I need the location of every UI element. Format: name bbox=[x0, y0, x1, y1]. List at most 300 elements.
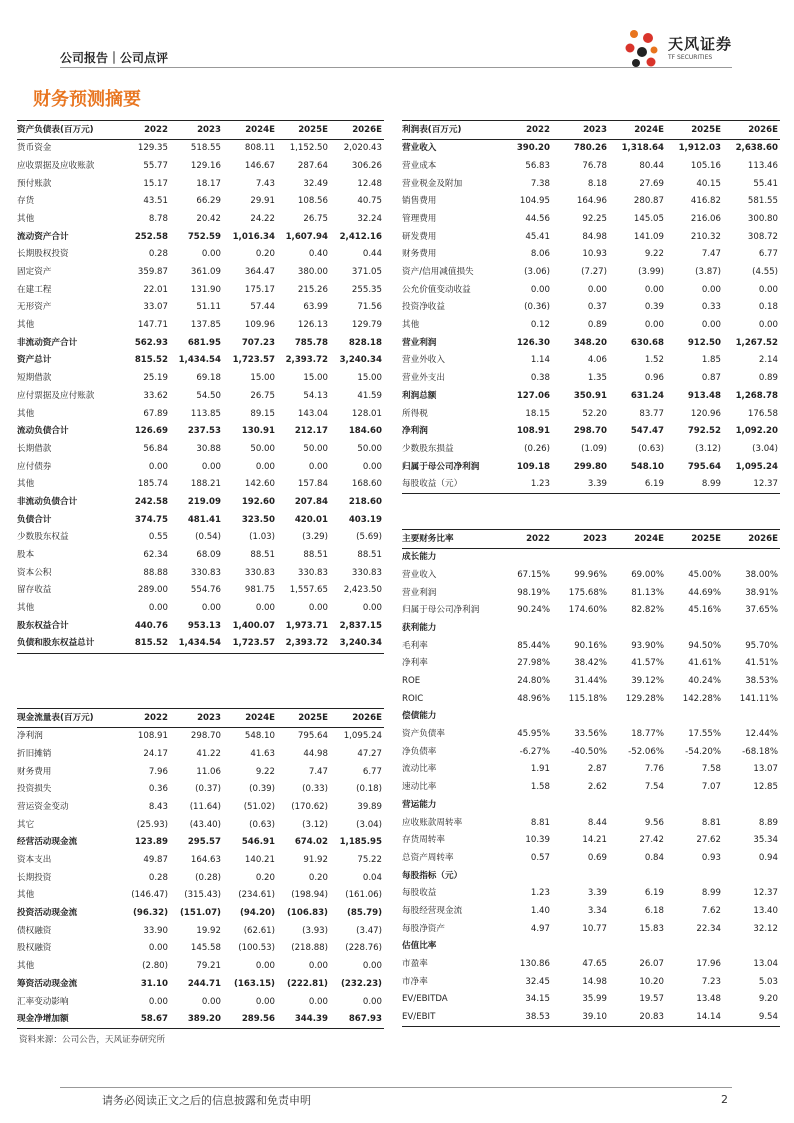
value-cell: 75.22 bbox=[357, 855, 382, 866]
table-row bbox=[402, 690, 780, 708]
value-cell: 3.39 bbox=[587, 888, 607, 899]
value-cell: 128.01 bbox=[351, 408, 382, 419]
table-row bbox=[17, 299, 384, 317]
value-cell: 0.38 bbox=[530, 373, 550, 384]
cash-flow-table bbox=[17, 708, 384, 1029]
table-row bbox=[402, 1009, 780, 1027]
value-cell: 41.61% bbox=[688, 658, 721, 669]
value-cell: 29.91 bbox=[250, 196, 275, 207]
value-cell: 2026E bbox=[723, 121, 780, 140]
value-cell: 1,400.07 bbox=[232, 620, 275, 631]
label-cell: 获利能力 bbox=[402, 622, 437, 633]
label-cell: 非流动资产合计 bbox=[17, 337, 78, 348]
value-cell: 215.26 bbox=[297, 284, 328, 295]
empty-cell bbox=[552, 938, 609, 956]
value-cell: 7.96 bbox=[148, 766, 168, 777]
value-cell: 1,434.54 bbox=[170, 635, 223, 653]
table-header-row bbox=[402, 530, 780, 549]
empty-cell bbox=[552, 796, 609, 814]
value-cell: 108.91 bbox=[137, 731, 168, 742]
table-row bbox=[17, 511, 384, 529]
value-cell: 681.95 bbox=[187, 337, 221, 348]
value-cell: 7.54 bbox=[644, 782, 664, 793]
value-cell: 0.39 bbox=[644, 302, 664, 313]
value-cell: 33.07 bbox=[143, 302, 168, 313]
value-cell: 752.59 bbox=[187, 231, 221, 242]
value-cell: 45.41 bbox=[525, 231, 550, 242]
value-cell: 56.84 bbox=[143, 443, 168, 454]
value-cell: 39.89 bbox=[357, 801, 382, 812]
value-cell: 306.26 bbox=[351, 160, 382, 171]
table-row bbox=[17, 228, 384, 246]
label-cell: 每股经营现金流 bbox=[402, 905, 463, 916]
value-cell: 98.19% bbox=[517, 587, 550, 598]
label-cell: 归属于母公司净利润 bbox=[402, 461, 480, 472]
table-row bbox=[402, 334, 780, 352]
label-cell: 资本公积 bbox=[17, 567, 52, 578]
value-cell: 11.06 bbox=[196, 766, 221, 777]
table-row bbox=[402, 885, 780, 903]
label-cell: ROIC bbox=[402, 693, 424, 704]
value-cell: 981.75 bbox=[244, 585, 275, 596]
value-cell: 210.32 bbox=[690, 231, 721, 242]
table-row bbox=[17, 635, 384, 653]
table-row bbox=[402, 157, 780, 175]
label-cell: 营业外收入 bbox=[402, 355, 445, 366]
empty-cell bbox=[723, 548, 780, 566]
label-cell: 其他 bbox=[17, 603, 35, 614]
value-cell: 364.47 bbox=[244, 267, 275, 278]
value-cell: 300.80 bbox=[747, 213, 778, 224]
value-cell: 8.44 bbox=[587, 817, 607, 828]
value-cell: 44.56 bbox=[525, 213, 550, 224]
value-cell: (25.93) bbox=[136, 819, 168, 830]
label-cell: 每股指标（元） bbox=[402, 870, 463, 881]
value-cell: (0.28) bbox=[195, 872, 221, 883]
value-cell: 131.90 bbox=[190, 284, 221, 295]
value-cell: 30.88 bbox=[196, 443, 221, 454]
value-cell: 0.93 bbox=[701, 852, 721, 863]
table-row bbox=[402, 991, 780, 1009]
value-cell: 1.58 bbox=[530, 782, 550, 793]
value-cell: 0.37 bbox=[587, 302, 607, 313]
logo-sub: TF SECURITIES bbox=[668, 54, 713, 61]
value-cell: 420.01 bbox=[294, 514, 328, 525]
empty-cell bbox=[723, 708, 780, 726]
value-cell: (0.54) bbox=[195, 532, 221, 543]
table-row bbox=[402, 761, 780, 779]
label-cell: 应收票据及应收账款 bbox=[17, 160, 95, 171]
value-cell: 141.09 bbox=[633, 231, 664, 242]
value-cell: 0.00 bbox=[758, 284, 778, 295]
label-cell: 流动负债合计 bbox=[17, 426, 69, 437]
table-row bbox=[402, 476, 780, 494]
value-cell: 546.91 bbox=[241, 837, 275, 848]
value-cell: 54.13 bbox=[303, 390, 328, 401]
report-type: 公司报告｜公司点评 bbox=[60, 51, 169, 65]
table-row bbox=[17, 1011, 384, 1029]
value-cell: 0.00 bbox=[701, 320, 721, 331]
value-cell: 12.37 bbox=[753, 888, 778, 899]
value-cell: 10.39 bbox=[525, 835, 550, 846]
value-cell: (5.69) bbox=[356, 532, 382, 543]
value-cell: 20.42 bbox=[196, 213, 221, 224]
table-row bbox=[402, 602, 780, 620]
label-cell: 流动比率 bbox=[402, 764, 437, 775]
value-cell: 12.37 bbox=[723, 476, 780, 494]
empty-cell bbox=[552, 708, 609, 726]
table-row bbox=[402, 726, 780, 744]
label-cell: 经营活动现金流 bbox=[17, 837, 78, 848]
label-cell: 现金净增加额 bbox=[17, 1011, 117, 1029]
value-cell: 38.91% bbox=[745, 587, 778, 598]
value-cell: 207.84 bbox=[294, 496, 328, 507]
table-row bbox=[17, 816, 384, 834]
value-cell: 50.00 bbox=[250, 443, 275, 454]
value-cell: 45.16% bbox=[688, 605, 721, 616]
value-cell: 0.00 bbox=[701, 284, 721, 295]
value-cell: 707.23 bbox=[241, 337, 275, 348]
label-cell: 存货 bbox=[17, 196, 35, 207]
value-cell: 481.41 bbox=[187, 514, 221, 525]
label-cell: 流动资产合计 bbox=[17, 231, 69, 242]
value-cell: 2022 bbox=[117, 709, 170, 728]
label-cell: 股权融资 bbox=[17, 943, 52, 954]
value-cell: 1.40 bbox=[530, 905, 550, 916]
value-cell: 242.58 bbox=[134, 496, 168, 507]
value-cell: 295.57 bbox=[187, 837, 221, 848]
value-cell: (315.43) bbox=[184, 890, 221, 901]
label-cell: 资产总计 bbox=[17, 355, 52, 366]
value-cell: 631.24 bbox=[630, 390, 664, 401]
empty-cell bbox=[500, 548, 552, 566]
table-row bbox=[402, 352, 780, 370]
value-cell: (3.93) bbox=[302, 925, 328, 936]
value-cell: (96.32) bbox=[132, 908, 168, 919]
value-cell: 1,095.24 bbox=[735, 461, 778, 472]
value-cell: 68.09 bbox=[196, 550, 221, 561]
empty-cell bbox=[500, 938, 552, 956]
value-cell: 88.51 bbox=[250, 550, 275, 561]
value-cell: (3.47) bbox=[356, 925, 382, 936]
table-row bbox=[17, 210, 384, 228]
value-cell: 145.58 bbox=[190, 943, 221, 954]
value-cell: 0.55 bbox=[148, 532, 168, 543]
label-cell: 汇率变动影响 bbox=[17, 996, 69, 1007]
value-cell: 371.05 bbox=[351, 267, 382, 278]
value-cell: 32.49 bbox=[303, 178, 328, 189]
empty-cell bbox=[666, 867, 723, 885]
value-cell: -54.20% bbox=[685, 746, 721, 757]
logo-name: 天风证券 bbox=[668, 35, 733, 53]
value-cell: 44.98 bbox=[303, 748, 328, 759]
empty-cell bbox=[552, 619, 609, 637]
value-cell: 361.09 bbox=[190, 267, 221, 278]
value-cell: 40.15 bbox=[696, 178, 721, 189]
value-cell: 2,393.72 bbox=[277, 635, 330, 653]
empty-cell bbox=[723, 619, 780, 637]
value-cell: 48.96% bbox=[517, 693, 550, 704]
value-cell: 828.18 bbox=[348, 337, 382, 348]
value-cell: 62.34 bbox=[143, 550, 168, 561]
value-cell: 953.13 bbox=[187, 620, 221, 631]
value-cell: 0.18 bbox=[758, 302, 778, 313]
value-cell: 54.50 bbox=[196, 390, 221, 401]
value-cell: 344.39 bbox=[277, 1011, 330, 1029]
value-cell: 27.69 bbox=[639, 178, 664, 189]
empty-cell bbox=[609, 796, 666, 814]
label-cell: 资产负债率 bbox=[402, 729, 445, 740]
table-header-row bbox=[17, 709, 384, 728]
value-cell: 76.78 bbox=[582, 160, 607, 171]
table-row bbox=[17, 440, 384, 458]
value-cell: 41.57% bbox=[631, 658, 664, 669]
value-cell: 113.46 bbox=[747, 160, 778, 171]
value-cell: 2026E bbox=[723, 530, 780, 549]
value-cell: 26.75 bbox=[303, 213, 328, 224]
value-cell: 127.06 bbox=[516, 390, 550, 401]
label-cell: 预付账款 bbox=[17, 178, 52, 189]
value-cell: (0.37) bbox=[195, 784, 221, 795]
value-cell: 22.34 bbox=[696, 923, 721, 934]
label-cell: 留存收益 bbox=[17, 585, 52, 596]
value-cell: 15.00 bbox=[250, 373, 275, 384]
label-cell: 研发费用 bbox=[402, 231, 437, 242]
section-row bbox=[402, 708, 780, 726]
value-cell: 8.18 bbox=[587, 178, 607, 189]
value-cell: 2,423.50 bbox=[343, 585, 382, 596]
value-cell: 0.89 bbox=[758, 373, 778, 384]
value-cell: 26.07 bbox=[639, 959, 664, 970]
value-cell: 8.99 bbox=[701, 888, 721, 899]
value-cell: 350.91 bbox=[573, 390, 607, 401]
value-cell: 40.75 bbox=[357, 196, 382, 207]
table-row bbox=[17, 352, 384, 370]
table-row bbox=[17, 940, 384, 958]
value-cell: 27.42 bbox=[639, 835, 664, 846]
value-cell: 7.23 bbox=[701, 976, 721, 987]
value-cell: 18.77% bbox=[631, 729, 664, 740]
value-cell: (0.63) bbox=[638, 443, 664, 454]
value-cell: 38.53 bbox=[500, 1009, 552, 1027]
value-cell: 308.72 bbox=[747, 231, 778, 242]
value-cell: 3,240.34 bbox=[330, 635, 384, 653]
value-cell: 79.21 bbox=[196, 961, 221, 972]
value-cell: 0.44 bbox=[362, 249, 382, 260]
empty-cell bbox=[666, 548, 723, 566]
value-cell: 41.63 bbox=[250, 748, 275, 759]
value-cell: 1,095.24 bbox=[343, 731, 382, 742]
value-cell: 51.11 bbox=[196, 302, 221, 313]
table-row bbox=[17, 905, 384, 923]
value-cell: (170.62) bbox=[291, 801, 328, 812]
empty-cell bbox=[723, 796, 780, 814]
value-cell: (3.99) bbox=[638, 267, 664, 278]
value-cell: 2024E bbox=[609, 530, 666, 549]
value-cell: 0.00 bbox=[255, 961, 275, 972]
value-cell: 8.06 bbox=[530, 249, 550, 260]
value-cell: 88.51 bbox=[357, 550, 382, 561]
value-cell: 143.04 bbox=[297, 408, 328, 419]
value-cell: (234.61) bbox=[238, 890, 275, 901]
table-row bbox=[17, 798, 384, 816]
value-cell: 31.44% bbox=[574, 676, 607, 687]
value-cell: 630.68 bbox=[630, 337, 664, 348]
table-row bbox=[402, 193, 780, 211]
financial-ratios-table bbox=[402, 529, 780, 1027]
value-cell: 109.18 bbox=[516, 461, 550, 472]
table-row bbox=[17, 405, 384, 423]
value-cell: 12.44% bbox=[745, 729, 778, 740]
label-cell: 净利润 bbox=[402, 426, 428, 437]
value-cell: (3.29) bbox=[302, 532, 328, 543]
value-cell: 81.13% bbox=[631, 587, 664, 598]
label-cell: 短期借款 bbox=[17, 373, 52, 384]
value-cell: 58.67 bbox=[117, 1011, 170, 1029]
value-cell: 2022 bbox=[500, 121, 552, 140]
empty-cell bbox=[500, 619, 552, 637]
value-cell: (0.39) bbox=[249, 784, 275, 795]
value-cell: 67.89 bbox=[143, 408, 168, 419]
table-row bbox=[402, 584, 780, 602]
value-cell: 380.00 bbox=[297, 267, 328, 278]
table-row bbox=[402, 440, 780, 458]
value-cell: 47.27 bbox=[357, 748, 382, 759]
value-cell: 7.38 bbox=[530, 178, 550, 189]
value-cell: 2025E bbox=[666, 530, 723, 549]
value-cell: -68.18% bbox=[742, 746, 778, 757]
value-cell: (232.23) bbox=[340, 978, 382, 989]
value-cell: 2023 bbox=[170, 709, 223, 728]
table-row bbox=[17, 281, 384, 299]
label-cell: 净利率 bbox=[402, 658, 428, 669]
value-cell: 55.41 bbox=[753, 178, 778, 189]
value-cell: 2.87 bbox=[587, 764, 607, 775]
label-cell: 货币资金 bbox=[17, 143, 52, 154]
value-cell: 6.77 bbox=[362, 766, 382, 777]
value-cell: 0.00 bbox=[644, 320, 664, 331]
value-cell: 548.10 bbox=[244, 731, 275, 742]
value-cell: 88.51 bbox=[303, 550, 328, 561]
empty-cell bbox=[609, 938, 666, 956]
value-cell: 674.02 bbox=[294, 837, 328, 848]
value-cell: 188.21 bbox=[190, 479, 221, 490]
value-cell: 192.60 bbox=[241, 496, 275, 507]
value-cell: 2025E bbox=[666, 121, 723, 140]
source-note: 资料来源：公司公告，天风证券研究所 bbox=[19, 1035, 166, 1045]
value-cell: 34.15 bbox=[525, 994, 550, 1005]
value-cell: 168.60 bbox=[351, 479, 382, 490]
value-cell: 109.96 bbox=[244, 320, 275, 331]
value-cell: 126.13 bbox=[297, 320, 328, 331]
value-cell: 2022 bbox=[500, 530, 552, 549]
value-cell: 216.06 bbox=[690, 213, 721, 224]
value-cell: 164.96 bbox=[576, 196, 607, 207]
label-cell: 其他 bbox=[402, 320, 420, 331]
empty-cell bbox=[666, 796, 723, 814]
label-cell: 速动比率 bbox=[402, 782, 437, 793]
value-cell: 218.60 bbox=[348, 496, 382, 507]
empty-cell bbox=[609, 548, 666, 566]
value-cell: 7.43 bbox=[255, 178, 275, 189]
value-cell: 0.20 bbox=[308, 872, 328, 883]
table-row bbox=[17, 763, 384, 781]
value-cell: 50.00 bbox=[357, 443, 382, 454]
label-cell: 每股净资产 bbox=[402, 923, 445, 934]
value-cell: 129.35 bbox=[137, 143, 168, 154]
table-row bbox=[402, 920, 780, 938]
value-cell: (4.55) bbox=[752, 267, 778, 278]
value-cell: 0.00 bbox=[201, 249, 221, 260]
value-cell: 41.59 bbox=[357, 390, 382, 401]
value-cell: 8.81 bbox=[530, 817, 550, 828]
value-cell: 2025E bbox=[277, 709, 330, 728]
value-cell: 15.00 bbox=[303, 373, 328, 384]
value-cell: 12.48 bbox=[357, 178, 382, 189]
table-row bbox=[402, 246, 780, 264]
value-cell: 2,412.16 bbox=[339, 231, 382, 242]
label-cell: 所得税 bbox=[402, 408, 428, 419]
empty-cell bbox=[552, 867, 609, 885]
value-cell: 33.56% bbox=[574, 729, 607, 740]
value-cell: 1,434.54 bbox=[178, 355, 221, 366]
empty-cell bbox=[500, 708, 552, 726]
value-cell: 2023 bbox=[552, 530, 609, 549]
label-cell: 偿债能力 bbox=[402, 711, 437, 722]
table-row bbox=[17, 958, 384, 976]
value-cell: 146.67 bbox=[244, 160, 275, 171]
page-number: 2 bbox=[721, 1093, 728, 1106]
value-cell: 1,092.20 bbox=[735, 426, 778, 437]
value-cell: 0.96 bbox=[644, 373, 664, 384]
value-cell: 2,393.72 bbox=[285, 355, 328, 366]
table-row bbox=[402, 956, 780, 974]
value-cell: 808.11 bbox=[244, 143, 275, 154]
value-cell: 785.78 bbox=[294, 337, 328, 348]
table-row bbox=[17, 834, 384, 852]
value-cell: 13.07 bbox=[753, 764, 778, 775]
value-cell: 867.93 bbox=[330, 1011, 384, 1029]
value-cell: 9.22 bbox=[255, 766, 275, 777]
value-cell: 416.82 bbox=[690, 196, 721, 207]
table-row bbox=[402, 655, 780, 673]
value-cell: 52.20 bbox=[582, 408, 607, 419]
value-cell: 176.58 bbox=[747, 408, 778, 419]
value-cell: 554.76 bbox=[190, 585, 221, 596]
value-cell: (3.87) bbox=[695, 267, 721, 278]
value-cell: 0.00 bbox=[201, 461, 221, 472]
value-cell: 4.06 bbox=[587, 355, 607, 366]
label-cell: 营业收入 bbox=[402, 569, 437, 580]
value-cell: 0.00 bbox=[148, 603, 168, 614]
value-cell: (106.83) bbox=[286, 908, 328, 919]
value-cell: 10.20 bbox=[639, 976, 664, 987]
label-cell: 资产/信用减值损失 bbox=[402, 267, 474, 278]
value-cell: 0.89 bbox=[587, 320, 607, 331]
value-cell: 129.16 bbox=[190, 160, 221, 171]
value-cell: (3.04) bbox=[356, 819, 382, 830]
label-cell: 应付票据及应付账款 bbox=[17, 390, 95, 401]
value-cell: 49.87 bbox=[143, 855, 168, 866]
value-cell: 7.76 bbox=[644, 764, 664, 775]
value-cell: 185.74 bbox=[137, 479, 168, 490]
value-cell: 82.82% bbox=[631, 605, 664, 616]
value-cell: (151.07) bbox=[179, 908, 221, 919]
value-cell: 83.77 bbox=[639, 408, 664, 419]
value-cell: 15.17 bbox=[143, 178, 168, 189]
section-row bbox=[402, 796, 780, 814]
label-cell: 少数股东损益 bbox=[402, 443, 454, 454]
